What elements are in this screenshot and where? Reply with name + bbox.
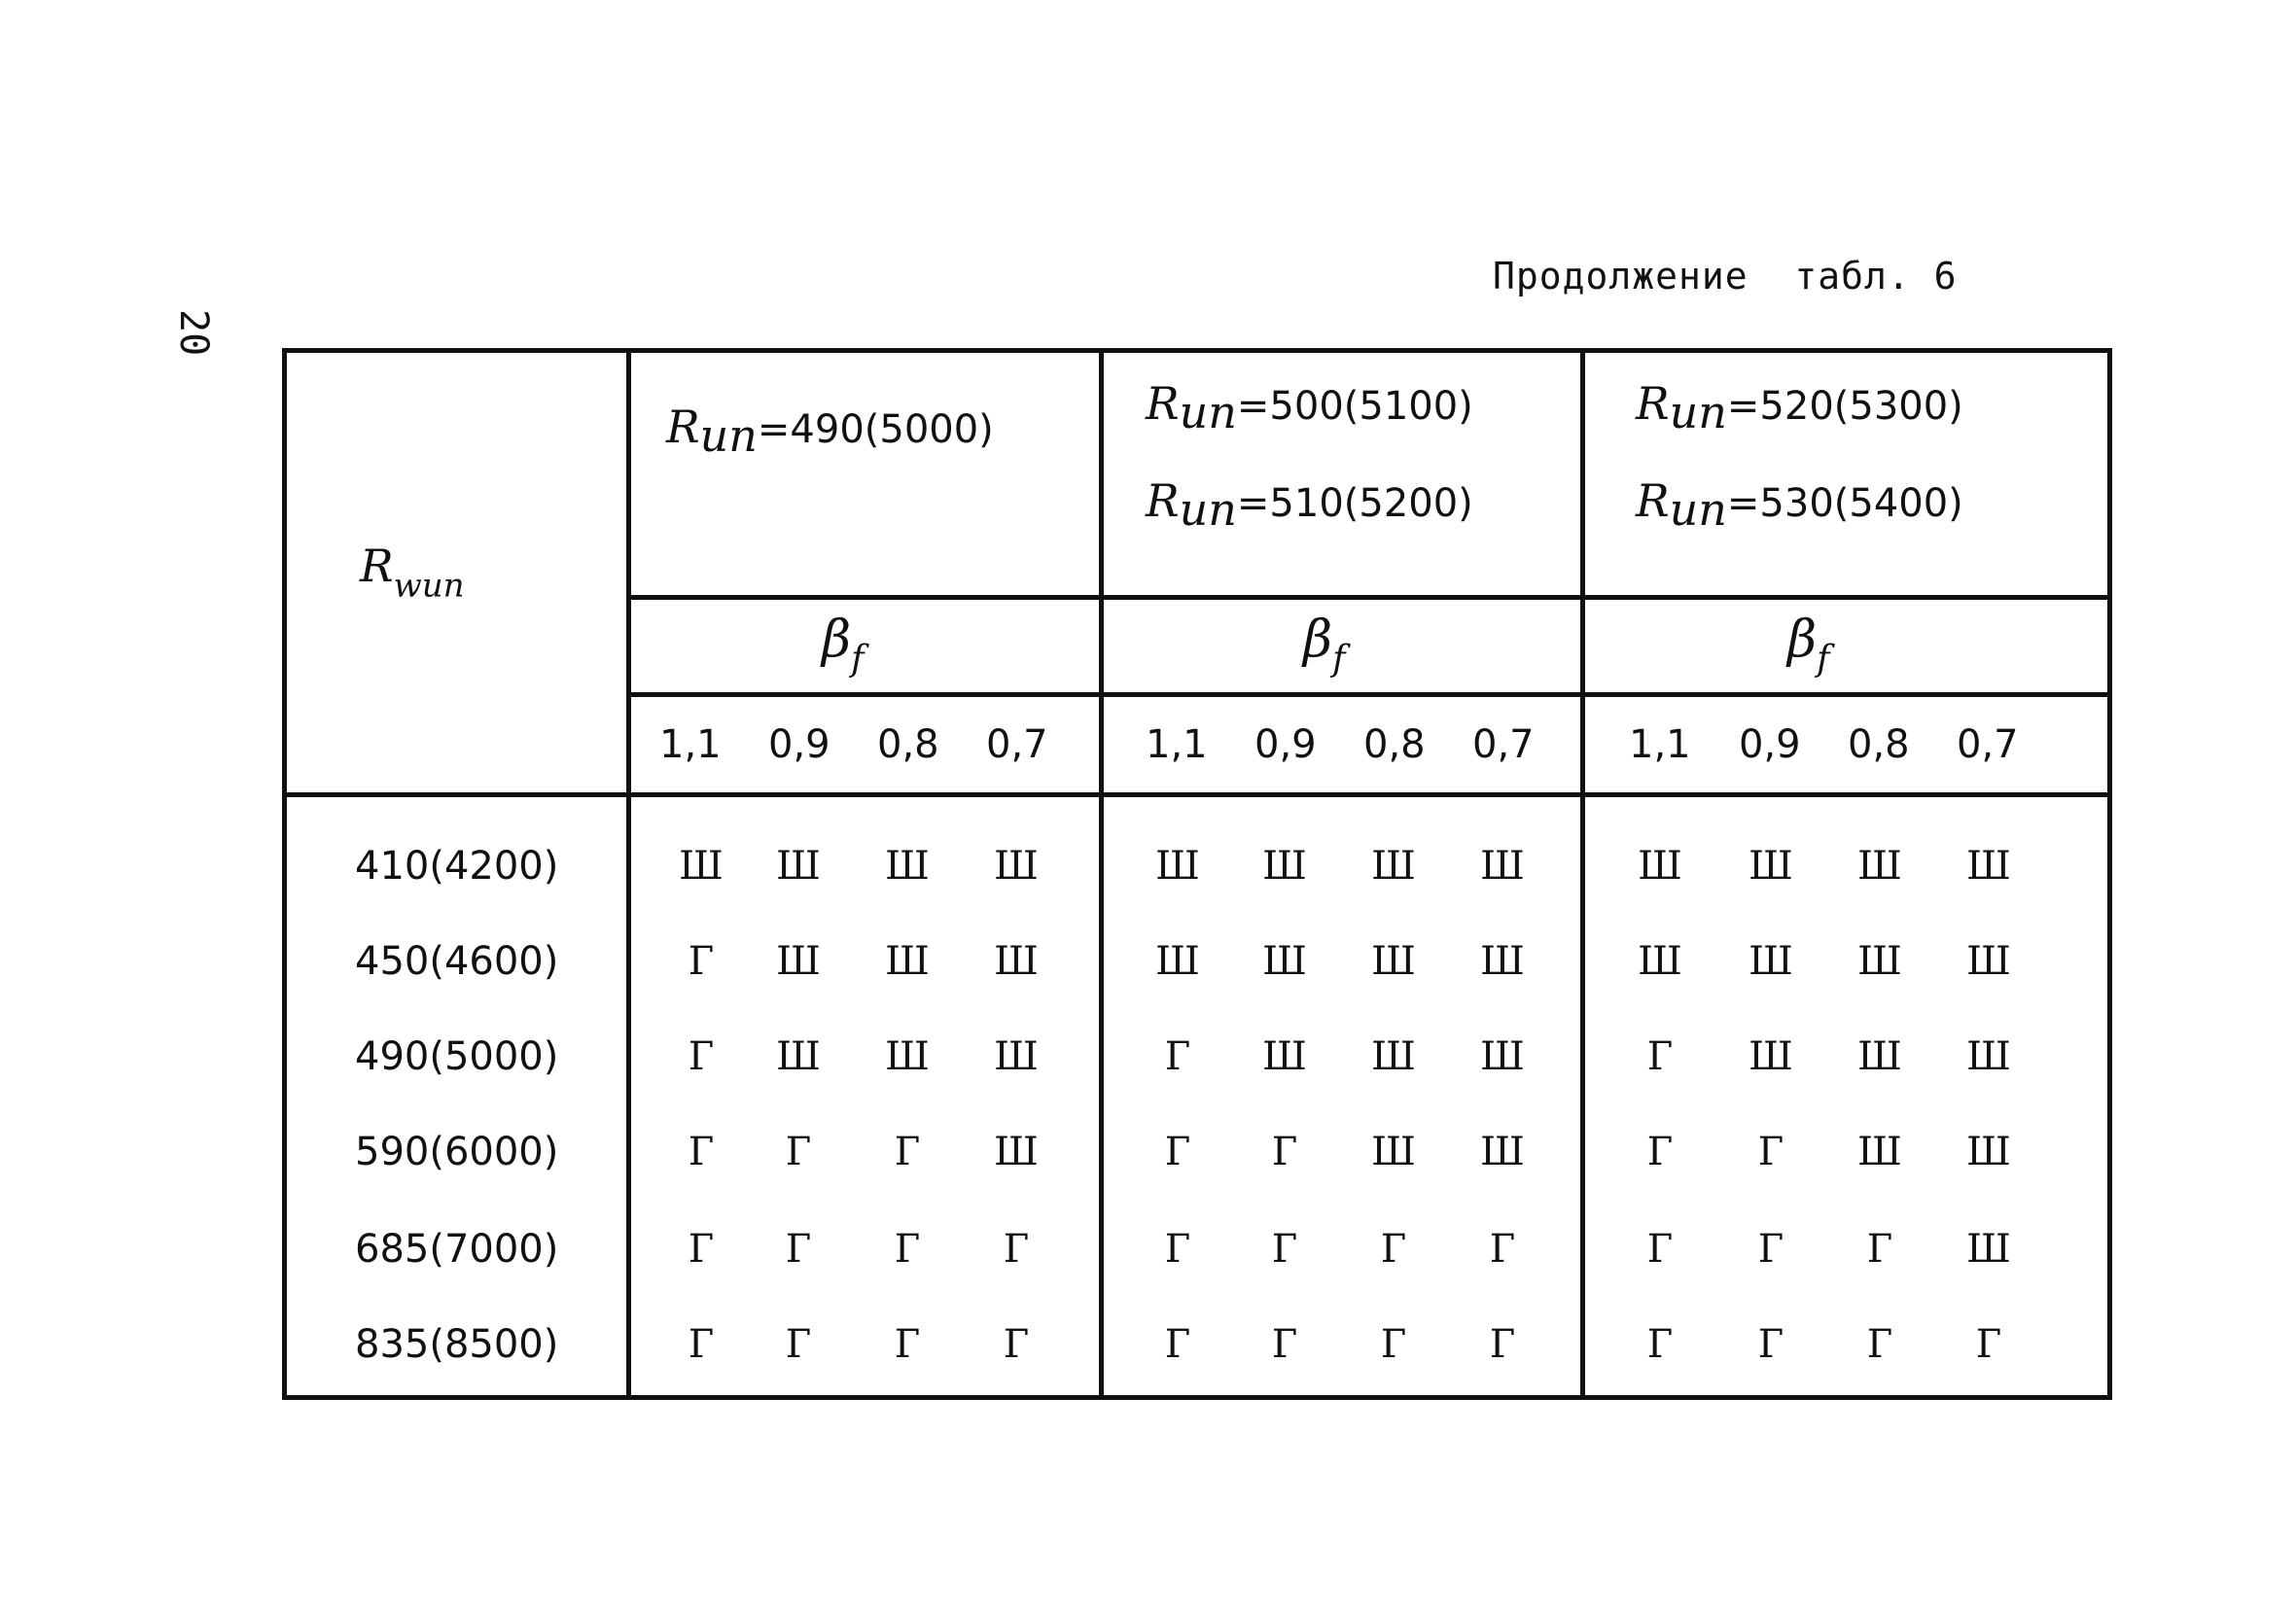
table-cell: Г <box>785 1322 812 1367</box>
table-cell: Ш <box>994 939 1039 984</box>
group-1-line-1: $R_{un}=490(5000)$ <box>666 401 994 462</box>
table-cell: Ш <box>1748 939 1793 984</box>
table-cell: Г <box>1003 1322 1030 1367</box>
table-cell: Г <box>688 939 715 984</box>
group-3-line-1: $R_{un}=520(5300)$ <box>1636 377 1963 438</box>
table-cell: Г <box>1271 1322 1298 1367</box>
table-cell: Ш <box>885 939 930 984</box>
table-cell: Ш <box>1480 844 1525 889</box>
table-cell: Ш <box>1371 844 1416 889</box>
table-cell: Ш <box>994 1130 1039 1174</box>
table-cell: Г <box>1380 1322 1407 1367</box>
table-cell: Г <box>1757 1130 1784 1174</box>
table-cell: Ш <box>1155 844 1200 889</box>
beta-coefficient: 0,8 <box>1363 722 1426 767</box>
table-cell: Ш <box>885 844 930 889</box>
header-divider <box>282 792 2112 797</box>
group-3-line-2: $R_{un}=530(5400)$ <box>1636 474 1963 536</box>
row-label: 835(8500) <box>355 1322 559 1367</box>
table-caption: Продолжение табл. 6 <box>1493 255 1958 297</box>
table-cell: Ш <box>776 939 821 984</box>
beta-coefficient: 0,9 <box>1739 722 1801 767</box>
table-cell: Ш <box>1966 1227 2011 1272</box>
row-divider <box>626 692 2112 697</box>
beta-header-1: $\beta_f$ <box>822 611 865 680</box>
table-cell: Г <box>1003 1227 1030 1272</box>
table-cell: Ш <box>1748 1034 1793 1079</box>
beta-coefficient: 0,8 <box>1848 722 1910 767</box>
table-cell: Г <box>1866 1322 1893 1367</box>
table-cell: Г <box>688 1227 715 1272</box>
row-label: 410(4200) <box>355 844 559 889</box>
beta-header-2: $\beta_f$ <box>1303 611 1346 680</box>
table-cell: Г <box>894 1130 921 1174</box>
beta-coefficient: 1,1 <box>1629 722 1691 767</box>
table-cell: Г <box>1866 1227 1893 1272</box>
table-cell: Г <box>1380 1227 1407 1272</box>
table-cell: Ш <box>1966 1130 2011 1174</box>
row-label: 685(7000) <box>355 1227 559 1272</box>
table-cell: Г <box>1164 1227 1191 1272</box>
table-cell: Ш <box>994 1034 1039 1079</box>
table-cell: Г <box>1489 1322 1516 1367</box>
table-cell: Г <box>1757 1322 1784 1367</box>
table-cell: Ш <box>1480 1130 1525 1174</box>
table-cell: Г <box>1646 1130 1674 1174</box>
table-cell: Ш <box>1371 1034 1416 1079</box>
table-cell: Г <box>1489 1227 1516 1272</box>
row-label: 490(5000) <box>355 1034 559 1079</box>
table-cell: Г <box>1164 1322 1191 1367</box>
table-cell: Г <box>1646 1227 1674 1272</box>
table-cell: Ш <box>1262 844 1307 889</box>
table-cell: Ш <box>1262 939 1307 984</box>
group-2-line-2: $R_{un}=510(5200)$ <box>1146 474 1473 536</box>
table-cell: Ш <box>1155 939 1200 984</box>
table-cell: Г <box>894 1322 921 1367</box>
beta-coefficient: 0,7 <box>986 722 1048 767</box>
table-cell: Г <box>1646 1034 1674 1079</box>
table-cell: Ш <box>1966 1034 2011 1079</box>
table-cell: Г <box>1975 1322 2002 1367</box>
table-cell: Ш <box>1371 939 1416 984</box>
table-cell: Ш <box>776 844 821 889</box>
table-cell: Г <box>785 1130 812 1174</box>
table-cell: Ш <box>1748 844 1793 889</box>
beta-coefficient: 1,1 <box>659 722 722 767</box>
table-cell: Ш <box>1480 939 1525 984</box>
table-cell: Ш <box>1857 1034 1902 1079</box>
beta-coefficient: 0,8 <box>877 722 939 767</box>
table-cell: Ш <box>1966 844 2011 889</box>
table-cell: Г <box>1646 1322 1674 1367</box>
table-cell: Г <box>894 1227 921 1272</box>
table-cell: Г <box>688 1322 715 1367</box>
page-number: 20 <box>171 309 216 357</box>
table-cell: Ш <box>1857 1130 1902 1174</box>
beta-coefficient: 0,9 <box>768 722 830 767</box>
table-cell: Ш <box>1371 1130 1416 1174</box>
table-cell: Г <box>785 1227 812 1272</box>
row-label: 450(4600) <box>355 939 559 984</box>
table-cell: Ш <box>1966 939 2011 984</box>
table-cell: Ш <box>994 844 1039 889</box>
table-cell: Ш <box>1638 939 1682 984</box>
table-cell: Г <box>1757 1227 1784 1272</box>
column-divider <box>1099 348 1104 1400</box>
table-cell: Г <box>688 1034 715 1079</box>
beta-header-3: $\beta_f$ <box>1787 611 1830 680</box>
table-cell: Ш <box>1638 844 1682 889</box>
table-cell: Ш <box>1857 939 1902 984</box>
group-2-line-1: $R_{un}=500(5100)$ <box>1146 377 1473 438</box>
row-label: 590(6000) <box>355 1130 559 1174</box>
beta-coefficient: 0,7 <box>1472 722 1535 767</box>
table-cell: Ш <box>776 1034 821 1079</box>
column-divider <box>626 348 631 1400</box>
table-cell: Ш <box>1262 1034 1307 1079</box>
column-divider <box>1580 348 1585 1400</box>
table-cell: Г <box>688 1130 715 1174</box>
table-cell: Г <box>1271 1227 1298 1272</box>
table-cell: Г <box>1271 1130 1298 1174</box>
beta-coefficient: 1,1 <box>1146 722 1208 767</box>
row-divider <box>626 595 2112 600</box>
table-cell: Ш <box>1480 1034 1525 1079</box>
table-cell: Ш <box>1857 844 1902 889</box>
table-cell: Г <box>1164 1034 1191 1079</box>
row-header-label: $R_{wun}$ <box>360 540 465 606</box>
beta-coefficient: 0,7 <box>1957 722 2019 767</box>
table-cell: Г <box>1164 1130 1191 1174</box>
beta-coefficient: 0,9 <box>1254 722 1317 767</box>
table-cell: Ш <box>679 844 724 889</box>
table-cell: Ш <box>885 1034 930 1079</box>
